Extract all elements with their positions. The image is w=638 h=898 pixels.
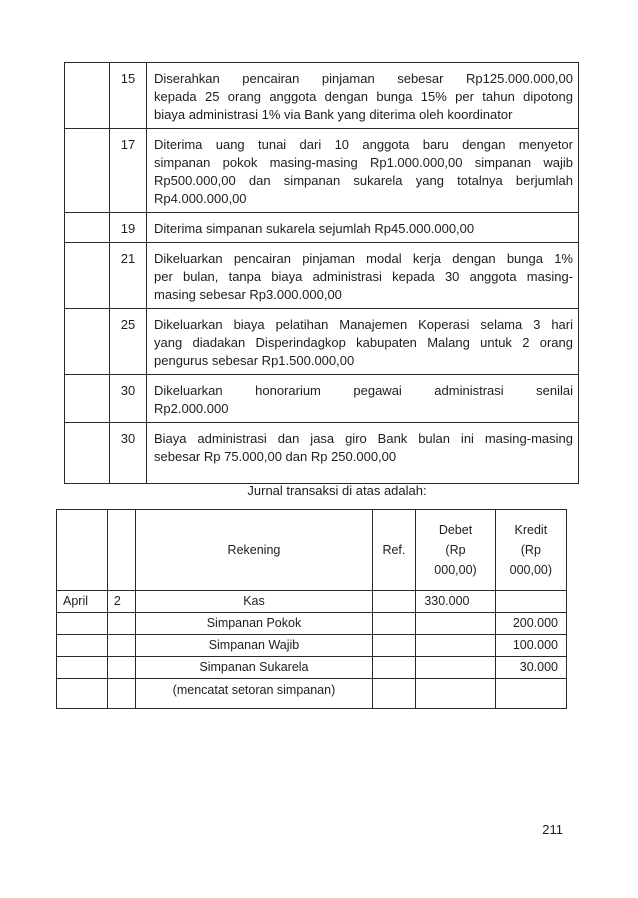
journal-kredit: 30.000 [495, 657, 566, 679]
transaction-description [147, 213, 579, 243]
journal-debet: 330.000 [416, 591, 495, 613]
description-line: Rp500.000,00 dan simpanan sukarela yang totalnya berjumlah [154, 173, 573, 188]
transaction-row [65, 243, 579, 309]
journal-row [57, 591, 567, 613]
header-kredit [495, 510, 566, 591]
header-debet-line: Debet [438, 523, 473, 537]
transactions-table [64, 62, 579, 484]
description-line: Dikeluarkan biaya pelatihan Manajemen Koperasi selama 3 hari [154, 317, 573, 332]
journal-kredit: 100.000 [495, 635, 566, 657]
description-line: Biaya administrasi dan jasa giro Bank bulan ini masing-masing [154, 431, 573, 446]
journal-debet [416, 679, 495, 709]
transaction-description [147, 63, 579, 129]
journal-account: Simpanan Wajib [136, 635, 372, 657]
header-debet [416, 510, 495, 591]
journal-debet [416, 635, 495, 657]
journal-day [107, 679, 136, 709]
date-cell [65, 63, 110, 129]
transaction-row [65, 129, 579, 213]
journal-day [107, 635, 136, 657]
transaction-row [65, 213, 579, 243]
description-line: biaya administrasi 1% via Bank yang diterima oleh koordinator [154, 107, 513, 122]
description-line: Rp2.000.000 [154, 401, 229, 416]
header-ref: Ref. [372, 510, 416, 591]
transaction-day: 21 [110, 243, 147, 309]
date-cell [65, 309, 110, 375]
transaction-row [65, 63, 579, 129]
page-number: 211 [542, 822, 563, 837]
journal-account: Kas [136, 591, 372, 613]
journal-day [107, 657, 136, 679]
description-line: simpanan pokok masing-masing Rp1.000.000,00 simpanan wajib [154, 155, 573, 170]
description-line: sebesar Rp 75.000,00 dan Rp 250.000,00 [154, 449, 397, 464]
journal-month [57, 635, 108, 657]
transaction-day: 30 [110, 423, 147, 484]
journal-kredit: 200.000 [495, 613, 566, 635]
journal-debet [416, 657, 495, 679]
transaction-day: 19 [110, 213, 147, 243]
description-line: yang diadakan Disperindagkop kabupaten Malang untuk 2 orang [154, 335, 573, 350]
description-line: Diterima simpanan sukarela sejumlah Rp45.000.000,00 [154, 221, 475, 236]
journal-day [107, 613, 136, 635]
journal-caption: Jurnal transaksi di atas adalah: [247, 483, 427, 498]
journal-day: 2 [107, 591, 136, 613]
transaction-description [147, 423, 579, 484]
description-line: masing sebesar Rp3.000.000,00 [154, 287, 342, 302]
journal-table [56, 509, 567, 709]
journal-ref [372, 657, 416, 679]
description-line: kepada 25 orang anggota dengan bunga 15% per tahun dipotong [154, 89, 573, 104]
date-cell [65, 423, 110, 484]
date-cell [65, 129, 110, 213]
transaction-description [147, 129, 579, 213]
header-kredit-line: 000,00) [509, 563, 553, 577]
journal-ref [372, 591, 416, 613]
journal-row [57, 613, 567, 635]
journal-account: Simpanan Sukarela [136, 657, 372, 679]
transaction-row [65, 309, 579, 375]
transaction-description [147, 375, 579, 423]
description-line: Diterima uang tunai dari 10 anggota baru dengan menyetor [154, 137, 573, 152]
journal-account: Simpanan Pokok [136, 613, 372, 635]
date-cell [65, 243, 110, 309]
journal-row [57, 679, 567, 709]
transaction-day: 30 [110, 375, 147, 423]
journal-kredit [495, 679, 566, 709]
transaction-row [65, 375, 579, 423]
header-debet-line: 000,00) [434, 563, 477, 577]
transaction-description [147, 243, 579, 309]
header-kredit-line: Kredit [514, 523, 548, 537]
date-cell [65, 375, 110, 423]
description-line: Dikeluarkan honorarium pegawai administrasi senilai [154, 383, 573, 398]
journal-ref [372, 613, 416, 635]
header-kredit-line: (Rp [520, 543, 541, 557]
date-cell [65, 213, 110, 243]
transaction-description [147, 309, 579, 375]
header-month [57, 510, 108, 591]
journal-ref [372, 679, 416, 709]
journal-header-row [57, 510, 567, 591]
transaction-day: 25 [110, 309, 147, 375]
journal-row [57, 635, 567, 657]
transaction-day: 15 [110, 63, 147, 129]
journal-debet [416, 613, 495, 635]
journal-month: April [57, 591, 108, 613]
header-rekening: Rekening [136, 510, 372, 591]
header-day [107, 510, 136, 591]
journal-account: (mencatat setoran simpanan) [136, 679, 372, 709]
journal-month [57, 679, 108, 709]
header-debet-line: (Rp [445, 543, 466, 557]
journal-row [57, 657, 567, 679]
journal-kredit [495, 591, 566, 613]
description-line: Diserahkan pencairan pinjaman sebesar Rp125.000.000,00 [154, 71, 573, 86]
description-line: Dikeluarkan pencairan pinjaman modal kerja dengan bunga 1% [154, 251, 573, 266]
description-line: Rp4.000.000,00 [154, 191, 247, 206]
journal-month [57, 657, 108, 679]
description-line: pengurus sebesar Rp1.500.000,00 [154, 353, 355, 368]
transaction-day: 17 [110, 129, 147, 213]
journal-month [57, 613, 108, 635]
transaction-row [65, 423, 579, 484]
description-line: per bulan, tanpa biaya administrasi kepada 30 anggota masing- [154, 269, 573, 284]
journal-ref [372, 635, 416, 657]
